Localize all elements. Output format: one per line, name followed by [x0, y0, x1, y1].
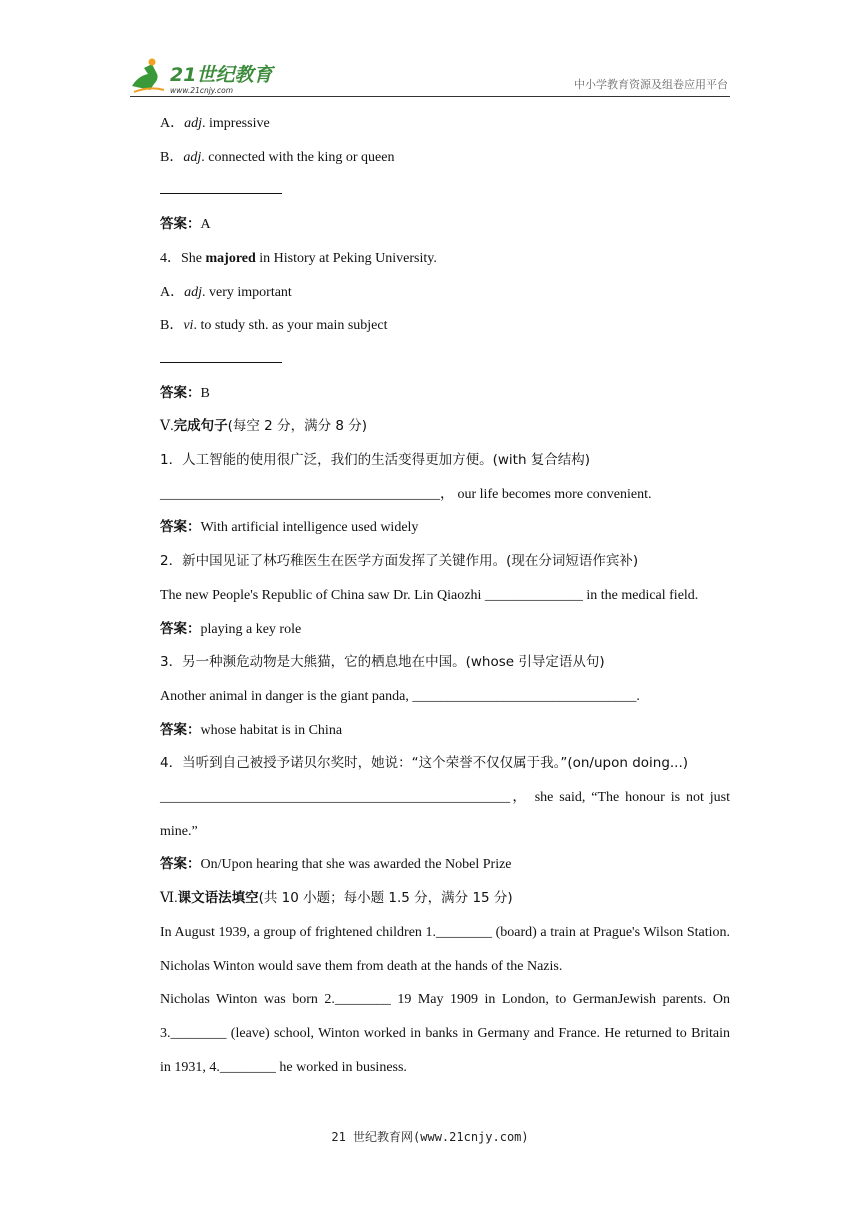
- sentence-line: Another animal in danger is the giant panda, ________________________________.: [160, 688, 640, 704]
- question-line: 2．新中国见证了林巧稚医生在医学方面发挥了关键作用。(现在分词短语作宾补): [160, 553, 639, 570]
- page-footer: 21 世纪教育网(www.21cnjy.com): [331, 1130, 529, 1144]
- answer-line: 答案：On/Upon hearing that she was awarded the Nobel Prize: [160, 856, 512, 873]
- answer-blank-line: [130, 174, 730, 208]
- question-line: 1．人工智能的使用很广泛，我们的生活变得更加方便。(with 复合结构): [160, 452, 591, 469]
- answer-line: 答案：B: [160, 384, 210, 401]
- option-line: A．adj. impressive: [160, 116, 270, 131]
- answer-line: 答案：whose habitat is in China: [160, 721, 343, 738]
- option-line: B．vi. to study sth. as your main subject: [160, 318, 388, 334]
- answer-line: 答案：A: [160, 216, 211, 233]
- option-line: A．adj. very important: [160, 284, 292, 300]
- svg-text:21世纪教育: 21世纪教育: [170, 64, 273, 86]
- sentence-line: __________________________________________________， she said, “The honour is not just mine.”: [160, 790, 730, 839]
- question-line: 3．另一种濒危动物是大熊猫，它的栖息地在中国。(whose 引导定语从句): [160, 654, 605, 671]
- answer-line: 答案：playing a key role: [160, 620, 302, 637]
- sentence-line: ________________________________________， our life becomes more convenient.: [160, 486, 652, 502]
- svg-text:www.21cnjy.com: www.21cnjy.com: [170, 86, 234, 95]
- question-line: 4．当听到自己被授予诺贝尔奖时，她说：“这个荣誉不仅仅属于我。”(on/upon doing...): [160, 755, 689, 772]
- site-logo: [130, 56, 290, 96]
- sentence-line: The new People's Republic of China saw Dr. Lin Qiaozhi ______________ in the medical field.: [160, 587, 699, 603]
- section-heading: Ⅴ.完成句子(每空 2 分，满分 8 分): [160, 418, 368, 435]
- document-body: [130, 107, 730, 1084]
- answer-line: 答案：With artificial intelligence used widely: [160, 519, 419, 536]
- option-line: B．adj. connected with the king or queen: [160, 149, 395, 165]
- question-line: 4．She majored in History at Peking University.: [160, 250, 437, 266]
- passage-paragraph: Nicholas Winton was born 2.________ 19 May 1909 in London, to GermanJewish parents. On 3.________ (leave) school, Winton worked in banks in Germany and France. He returned to Britain in 1931, 4.________ he worked in business.: [160, 992, 730, 1075]
- section-heading: Ⅵ.课文语法填空(共 10 小题；每小题 1.5 分，满分 15 分): [160, 890, 513, 907]
- header-platform-label: 中小学教育资源及组卷应用平台: [574, 78, 728, 91]
- page-header: [130, 52, 730, 97]
- passage-paragraph: In August 1939, a group of frightened children 1.________ (board) a train at Prague's Wilson Station. Nicholas Winton would save them from death at the hands of the Nazis.: [160, 924, 730, 974]
- answer-blank-line: [130, 343, 730, 377]
